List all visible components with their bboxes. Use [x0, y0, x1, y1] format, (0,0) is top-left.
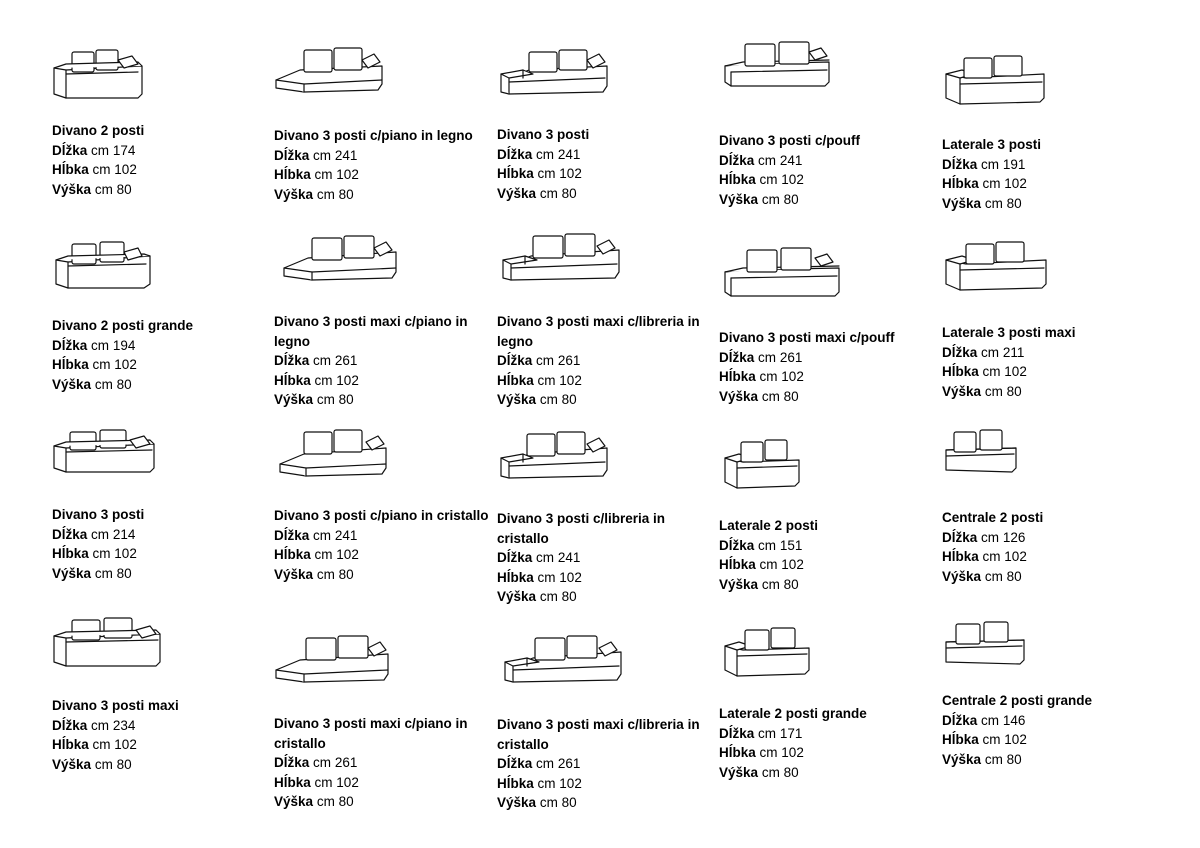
product-name: Divano 3 posti c/pouff: [719, 133, 861, 148]
spec-length: Dĺžka cm 261: [719, 349, 803, 365]
side-sofa-icon: [944, 52, 1048, 108]
product-name: Divano 2 posti grande: [52, 318, 194, 333]
spec-length: Dĺžka cm 194: [52, 337, 136, 353]
spec-depth: Hĺbka cm 102: [497, 166, 582, 181]
sofa-icon: [52, 614, 164, 670]
spec-length: Dĺžka cm 241: [274, 147, 358, 163]
side-sofa-icon: [723, 436, 803, 492]
spec-height: Výška cm 80: [719, 388, 799, 404]
side-sofa-icon: [944, 238, 1050, 294]
spec-height: Výška cm 80: [942, 383, 1022, 399]
spec-length: Dĺžka cm 241: [497, 146, 581, 162]
spec-depth: Hĺbka cm 102: [719, 745, 804, 760]
product-name: Divano 3 posti maxi c/libreria in cristallo: [497, 717, 700, 752]
spec-height: Výška cm 80: [497, 795, 577, 810]
product-name: Laterale 2 posti grande: [719, 706, 867, 721]
spec-depth: Hĺbka cm 102: [497, 372, 582, 388]
spec-length: Dĺžka cm 241: [274, 527, 358, 543]
spec-depth: Hĺbka cm 102: [942, 364, 1027, 379]
product-name: Centrale 2 posti grande: [942, 693, 1093, 708]
side-sofa-icon: [723, 624, 813, 680]
sofa-with-wood-table-icon: [274, 44, 386, 96]
sofa-icon: [52, 46, 147, 101]
spec-depth: Hĺbka cm 102: [274, 372, 359, 388]
spec-length: Dĺžka cm 241: [719, 152, 803, 168]
spec-depth: Hĺbka cm 102: [497, 775, 582, 791]
spec-length: Dĺžka cm 214: [52, 526, 136, 542]
spec-height: Výška cm 80: [719, 764, 799, 780]
spec-height: Výška cm 80: [274, 392, 354, 407]
product-name: Divano 3 posti c/libreria in cristallo: [497, 511, 666, 546]
spec-depth: Hĺbka cm 102: [52, 546, 137, 561]
spec-height: Výška cm 80: [719, 191, 799, 207]
spec-length: Dĺžka cm 211: [942, 344, 1025, 360]
spec-depth: Hĺbka cm 102: [274, 547, 359, 562]
spec-length: Dĺžka cm 261: [497, 353, 581, 368]
spec-length: Dĺžka cm 174: [52, 142, 136, 158]
sofa-icon: [52, 426, 157, 476]
product-name: Divano 3 posti: [497, 127, 590, 142]
sofa-icon: [54, 236, 154, 291]
product-name: Divano 3 posti maxi: [52, 698, 179, 713]
spec-depth: Hĺbka cm 102: [942, 732, 1027, 747]
product-name: Centrale 2 posti: [942, 510, 1044, 525]
sofa-with-glass-table-icon: [274, 630, 392, 686]
spec-depth: Hĺbka cm 102: [719, 557, 804, 572]
spec-depth: Hĺbka cm 102: [719, 172, 804, 187]
sofa-with-bookshelf-icon: [501, 228, 623, 286]
spec-height: Výška cm 80: [942, 568, 1022, 584]
sofa-with-bookshelf-icon: [499, 44, 611, 100]
spec-depth: Hĺbka cm 102: [52, 357, 137, 372]
product-name: Divano 3 posti c/piano in legno: [274, 128, 473, 143]
product-name: Laterale 3 posti maxi: [942, 325, 1076, 340]
spec-height: Výška cm 80: [52, 376, 132, 392]
spec-depth: Hĺbka cm 102: [942, 549, 1027, 564]
spec-depth: Hĺbka cm 102: [52, 162, 137, 177]
product-name: Laterale 2 posti: [719, 518, 819, 533]
spec-height: Výška cm 80: [497, 589, 577, 604]
product-name: Divano 2 posti: [52, 123, 145, 138]
spec-length: Dĺžka cm 261: [274, 755, 358, 770]
spec-length: Dĺžka cm 241: [497, 550, 581, 565]
central-sofa-icon: [944, 426, 1018, 480]
sofa-with-wood-table-icon: [282, 230, 400, 284]
spec-height: Výška cm 80: [274, 794, 354, 809]
spec-depth: Hĺbka cm 102: [274, 167, 359, 182]
sofa-with-pouf-icon: [723, 40, 833, 92]
spec-length: Dĺžka cm 146: [942, 712, 1026, 728]
spec-height: Výška cm 80: [719, 576, 799, 592]
spec-height: Výška cm 80: [274, 186, 354, 202]
spec-depth: Hĺbka cm 102: [719, 369, 804, 384]
spec-height: Výška cm 80: [942, 195, 1022, 211]
spec-height: Výška cm 80: [52, 565, 132, 581]
sofa-with-bookshelf-icon: [503, 628, 625, 688]
product-name: Laterale 3 posti: [942, 137, 1042, 152]
central-sofa-icon: [944, 618, 1026, 672]
spec-length: Dĺžka cm 171: [719, 725, 803, 741]
spec-height: Výška cm 80: [274, 566, 354, 582]
product-name: Divano 3 posti maxi c/pouff: [719, 330, 895, 345]
spec-depth: Hĺbka cm 102: [52, 737, 137, 752]
product-name: Divano 3 posti: [52, 507, 145, 522]
product-name: Divano 3 posti maxi c/piano in cristallo: [274, 716, 468, 751]
sofa-with-glass-table-icon: [278, 424, 390, 480]
product-name: Divano 3 posti maxi c/piano in legno: [274, 314, 468, 349]
spec-length: Dĺžka cm 126: [942, 529, 1026, 545]
product-name: Divano 3 posti maxi c/libreria in legno: [497, 314, 700, 349]
spec-length: Dĺžka cm 191: [942, 156, 1026, 172]
spec-length: Dĺžka cm 234: [52, 717, 136, 733]
spec-depth: Hĺbka cm 102: [274, 774, 359, 790]
product-name: Divano 3 posti c/piano in cristallo: [274, 508, 489, 523]
spec-height: Výška cm 80: [497, 392, 577, 407]
spec-height: Výška cm 80: [52, 181, 132, 197]
sofa-with-bookshelf-icon: [499, 424, 611, 484]
spec-height: Výška cm 80: [942, 751, 1022, 767]
spec-depth: Hĺbka cm 102: [497, 569, 582, 585]
spec-length: Dĺžka cm 261: [274, 353, 358, 368]
sofa-with-pouf-icon: [723, 244, 843, 302]
spec-height: Výška cm 80: [497, 185, 577, 201]
spec-length: Dĺžka cm 261: [497, 756, 581, 771]
spec-depth: Hĺbka cm 102: [942, 176, 1027, 191]
spec-length: Dĺžka cm 151: [719, 537, 803, 553]
spec-height: Výška cm 80: [52, 756, 132, 772]
